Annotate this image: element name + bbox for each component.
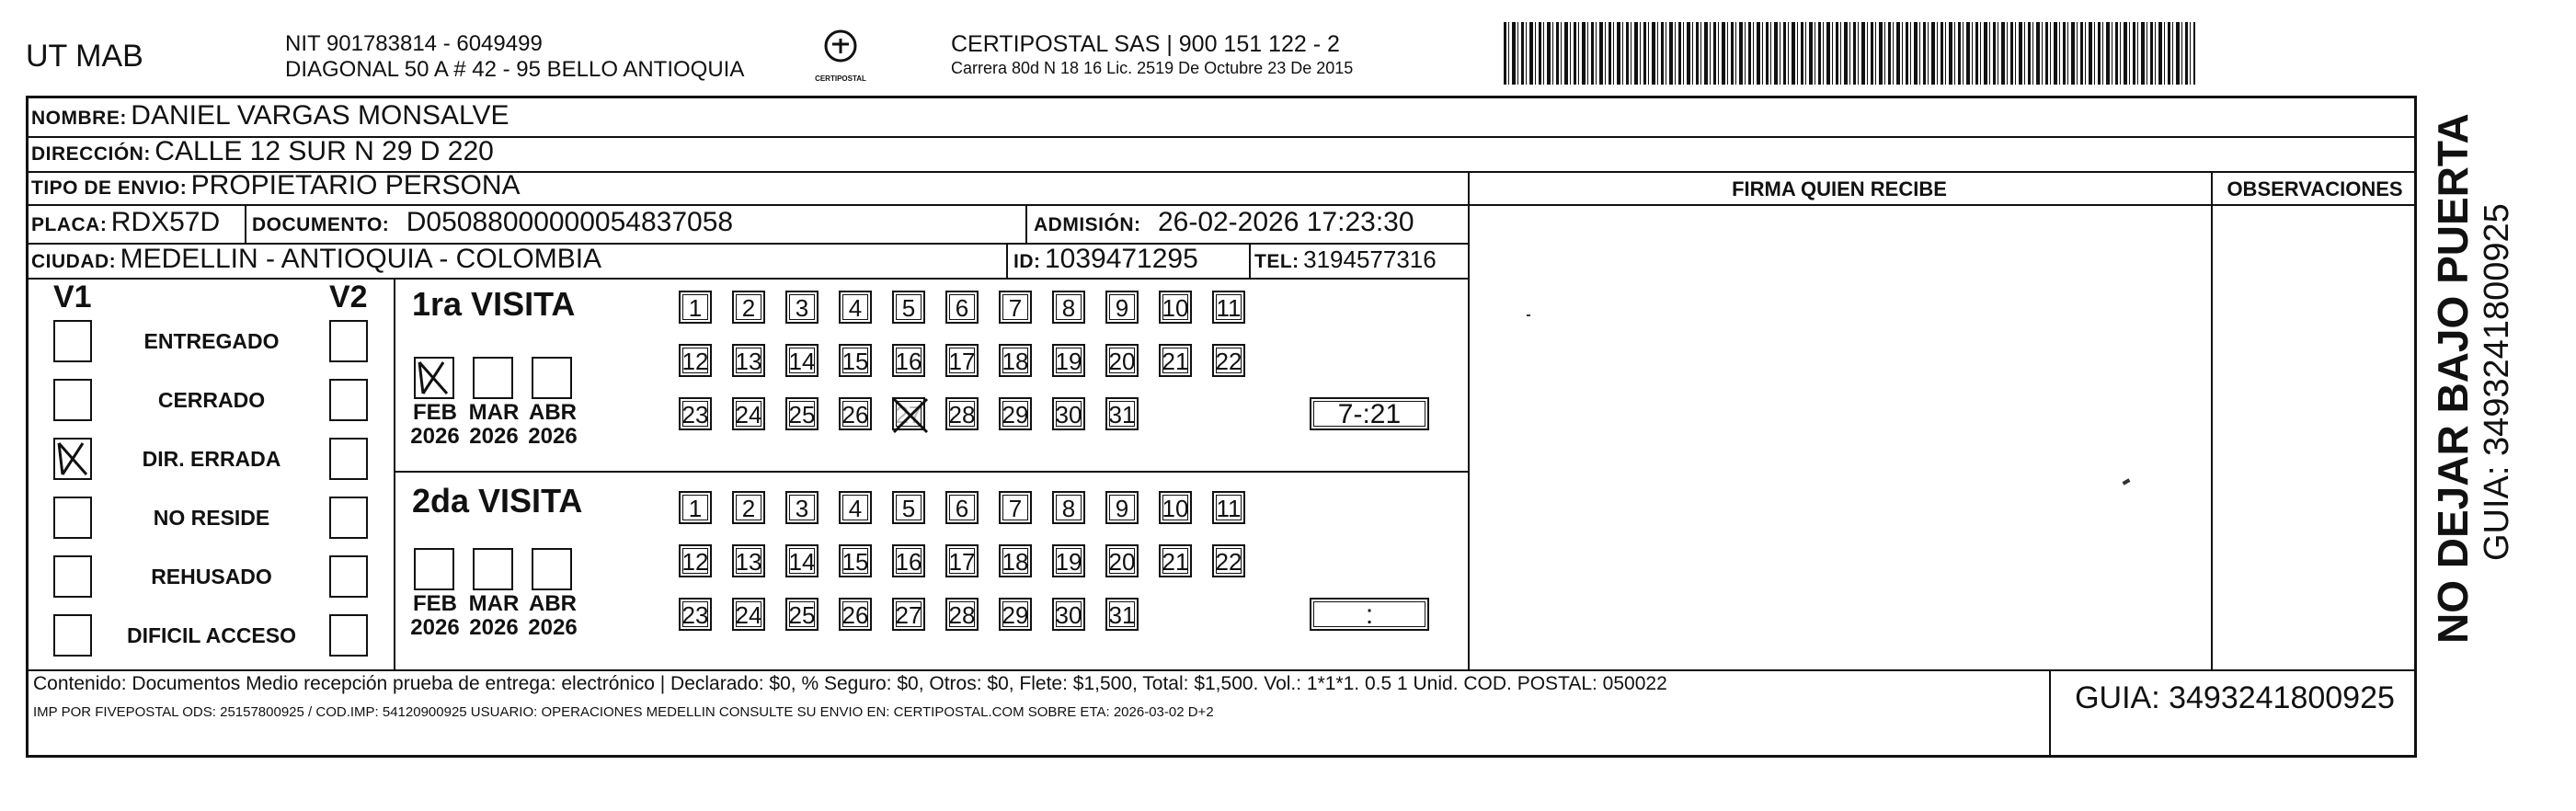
month-label: [462, 592, 526, 640]
day-box-11[interactable]: 11: [1212, 291, 1245, 324]
month-year: 2026: [410, 424, 460, 449]
logo-icon: [813, 28, 868, 75]
month-name: MAR: [468, 400, 520, 425]
month-label: [403, 592, 467, 640]
id-row: [1013, 243, 1198, 280]
day-box-23[interactable]: 23: [679, 598, 712, 631]
month-checkbox-abr[interactable]: [532, 548, 572, 590]
id-value: 1039471295: [1044, 244, 1198, 274]
month-label: [403, 401, 467, 449]
status-label: DIR. ERRADA: [142, 447, 281, 471]
day-box-22[interactable]: 22: [1212, 344, 1245, 377]
tel-value: 3194577316: [1303, 246, 1437, 273]
month-checkbox-feb[interactable]: [414, 548, 454, 590]
status-label: REHUSADO: [151, 565, 272, 588]
day-box-11[interactable]: 11: [1212, 491, 1245, 524]
day-box-26[interactable]: 26: [839, 598, 872, 631]
placa-row: [31, 206, 220, 244]
day-box-22[interactable]: 22: [1212, 544, 1245, 577]
documento-label: DOCUMENTO:: [252, 214, 390, 235]
month-checkbox-feb[interactable]: [414, 357, 454, 399]
day-box-15[interactable]: 15: [839, 344, 872, 377]
tipo-row: [31, 169, 521, 207]
day-box-17[interactable]: 17: [945, 344, 979, 377]
status-v1-checkbox[interactable]: [53, 438, 92, 480]
side-warning: NO DEJAR BAJO PUERTA: [2429, 113, 2477, 644]
month-year: 2026: [469, 424, 519, 449]
footer-guia: GUIA: 3493241800925: [2075, 680, 2395, 715]
day-box-2[interactable]: 2: [732, 491, 765, 524]
day-box-4[interactable]: 4: [839, 491, 872, 524]
day-box-25[interactable]: 25: [785, 598, 819, 631]
day-box-25[interactable]: 25: [785, 397, 819, 430]
day-box-17[interactable]: 17: [945, 544, 979, 577]
carrier-name: CERTIPOSTAL SAS | 900 151 122 - 2: [951, 31, 1340, 57]
month-name: FEB: [413, 591, 457, 616]
day-box-8[interactable]: 8: [1052, 291, 1085, 324]
imp-text: IMP POR FIVEPOSTAL ODS: 25157800925 / COD.IMP: 54120900925 USUARIO: OPERACIONES MEDELLIN CONSULTE SU ENVIO EN: CERTIPOSTAL.COM SOBRE ETA: 2026-03-02 D+2: [33, 704, 1214, 720]
v1-header: V1: [53, 280, 92, 314]
month-name: ABR: [529, 591, 577, 616]
day-box-20[interactable]: 20: [1105, 344, 1139, 377]
day-box-26[interactable]: 26: [839, 397, 872, 430]
v2-header: V2: [329, 280, 368, 314]
day-box-21[interactable]: 21: [1159, 544, 1192, 577]
ciudad-label: CIUDAD:: [31, 251, 117, 272]
status-v2-checkbox[interactable]: [329, 379, 368, 421]
month-name: MAR: [468, 591, 520, 616]
day-box-10[interactable]: 10: [1159, 291, 1192, 324]
day-number: 27: [895, 401, 922, 428]
day-box-18[interactable]: 18: [999, 544, 1032, 577]
sender-address: DIAGONAL 50 A # 42 - 95 BELLO ANTIOQUIA: [285, 57, 745, 82]
day-box-5[interactable]: 5: [892, 491, 925, 524]
month-label: [521, 401, 585, 449]
carrier-license: Carrera 80d N 18 16 Lic. 2519 De Octubre 23 De 2015: [951, 59, 1354, 77]
sender-name: UT MAB: [26, 39, 143, 74]
status-v1-checkbox[interactable]: [53, 555, 92, 598]
nombre-label: NOMBRE:: [31, 108, 127, 129]
day-box-8[interactable]: 8: [1052, 491, 1085, 524]
status-label: ENTREGADO: [143, 329, 280, 353]
day-box-13[interactable]: 13: [732, 344, 765, 377]
first-visit-title: 1ra VISITA: [412, 285, 576, 323]
day-box-1[interactable]: 1: [679, 491, 712, 524]
placa-value: RDX57D: [110, 207, 221, 237]
day-box-30[interactable]: 30: [1052, 397, 1085, 430]
placa-label: PLACA:: [31, 214, 108, 235]
day-box-6[interactable]: 6: [945, 291, 979, 324]
day-box-20[interactable]: 20: [1105, 544, 1139, 577]
contenido-text: Contenido: Documentos Medio recepción prueba de entrega: electrónico | Declarado: $0, % Seguro: $0, Otros: $0, Flete: $1,500, Total: $1,500. Vol.: 1*1*1. 0.5 1 Unid. COD. POSTAL: 050022: [33, 673, 1667, 694]
day-box-5[interactable]: 5: [892, 291, 925, 324]
day-box-7[interactable]: 7: [999, 291, 1032, 324]
tipo-value: PROPIETARIO PERSONA: [190, 170, 521, 200]
day-box-9[interactable]: 9: [1105, 491, 1139, 524]
certipostal-logo: [813, 28, 868, 86]
day-box-15[interactable]: 15: [839, 544, 872, 577]
month-year: 2026: [528, 424, 578, 449]
status-v2-checkbox[interactable]: [329, 320, 368, 362]
day-box-21[interactable]: 21: [1159, 344, 1192, 377]
status-v2-checkbox[interactable]: [329, 497, 368, 539]
logo-text: CERTIPOSTAL: [815, 74, 866, 83]
tel-label: TEL:: [1254, 251, 1299, 272]
documento-row: [252, 206, 733, 244]
day-box-9[interactable]: 9: [1105, 291, 1139, 324]
status-v2-checkbox[interactable]: [329, 438, 368, 480]
side-guia: GUIA: 3493241800925: [2478, 203, 2516, 561]
day-box-29[interactable]: 29: [999, 598, 1032, 631]
barcode: [1504, 22, 2195, 85]
day-box-19[interactable]: 19: [1052, 344, 1085, 377]
id-label: ID:: [1013, 251, 1041, 272]
status-v2-checkbox[interactable]: [329, 555, 368, 598]
day-box-18[interactable]: 18: [999, 344, 1032, 377]
observaciones-header: OBSERVACIONES: [2227, 177, 2403, 200]
status-v1-checkbox[interactable]: [53, 320, 92, 362]
ciudad-row: [31, 243, 601, 280]
month-checkbox-mar[interactable]: [473, 357, 513, 399]
month-checkbox-abr[interactable]: [532, 357, 572, 399]
day-box-7[interactable]: 7: [999, 491, 1032, 524]
time-box[interactable]: 7-:21: [1310, 397, 1429, 430]
ciudad-value: MEDELLIN - ANTIOQUIA - COLOMBIA: [120, 244, 602, 274]
status-label: DIFICIL ACCESO: [126, 623, 296, 647]
day-box-31[interactable]: 31: [1105, 397, 1139, 430]
day-box-14[interactable]: 14: [785, 544, 819, 577]
month-checkbox-mar[interactable]: [473, 548, 513, 590]
status-label: NO RESIDE: [153, 506, 270, 530]
documento-value: D05088000000054837058: [406, 207, 734, 237]
admision-value: 26-02-2026 17:23:30: [1157, 207, 1414, 237]
day-box-31[interactable]: 31: [1105, 598, 1139, 631]
month-year: 2026: [410, 615, 460, 640]
day-box-28[interactable]: 28: [945, 598, 979, 631]
day-box-3[interactable]: 3: [785, 491, 819, 524]
day-box-1[interactable]: 1: [679, 291, 712, 324]
day-box-27[interactable]: 27: [892, 598, 925, 631]
direccion-row: [31, 135, 494, 173]
day-box-24[interactable]: 24: [732, 397, 765, 430]
nombre-value: DANIEL VARGAS MONSALVE: [131, 100, 509, 131]
month-label: [521, 592, 585, 640]
nombre-row: [31, 99, 509, 137]
day-box-10[interactable]: 10: [1159, 491, 1192, 524]
day-box-12[interactable]: 12: [679, 344, 712, 377]
day-box-28[interactable]: 28: [945, 397, 979, 430]
direccion-label: DIRECCIÓN:: [31, 143, 151, 165]
day-box-27[interactable]: [892, 397, 925, 430]
tipo-label: TIPO DE ENVIO:: [31, 177, 188, 199]
day-box-14[interactable]: 14: [785, 344, 819, 377]
month-year: 2026: [469, 615, 519, 640]
day-box-3[interactable]: 3: [785, 291, 819, 324]
month-name: ABR: [529, 400, 577, 425]
status-v1-checkbox[interactable]: [53, 379, 92, 421]
day-box-4[interactable]: 4: [839, 291, 872, 324]
day-box-19[interactable]: 19: [1052, 544, 1085, 577]
status-v2-checkbox[interactable]: [329, 614, 368, 657]
status-v1-checkbox[interactable]: [53, 614, 92, 657]
tel-row: [1254, 243, 1437, 280]
day-box-13[interactable]: 13: [732, 544, 765, 577]
month-label: [462, 401, 526, 449]
day-box-24[interactable]: 24: [732, 598, 765, 631]
direccion-value: CALLE 12 SUR N 29 D 220: [155, 136, 494, 166]
status-label: CERRADO: [157, 388, 266, 412]
firma-header: FIRMA QUIEN RECIBE: [1732, 177, 1947, 200]
day-box-12[interactable]: 12: [679, 544, 712, 577]
sender-nit: NIT 901783814 - 6049499: [285, 31, 543, 56]
stray-mark: [1527, 314, 1530, 316]
time-box[interactable]: :: [1310, 598, 1429, 631]
month-year: 2026: [528, 615, 578, 640]
day-box-16[interactable]: 16: [892, 344, 925, 377]
month-name: FEB: [413, 400, 457, 425]
day-box-23[interactable]: 23: [679, 397, 712, 430]
day-box-29[interactable]: 29: [999, 397, 1032, 430]
admision-label: ADMISIÓN:: [1034, 214, 1141, 235]
second-visit-title: 2da VISITA: [412, 482, 583, 520]
admision-row: [1034, 206, 1414, 244]
day-box-16[interactable]: 16: [892, 544, 925, 577]
day-box-2[interactable]: 2: [732, 291, 765, 324]
status-v1-checkbox[interactable]: [53, 497, 92, 539]
day-box-30[interactable]: 30: [1052, 598, 1085, 631]
day-box-6[interactable]: 6: [945, 491, 979, 524]
